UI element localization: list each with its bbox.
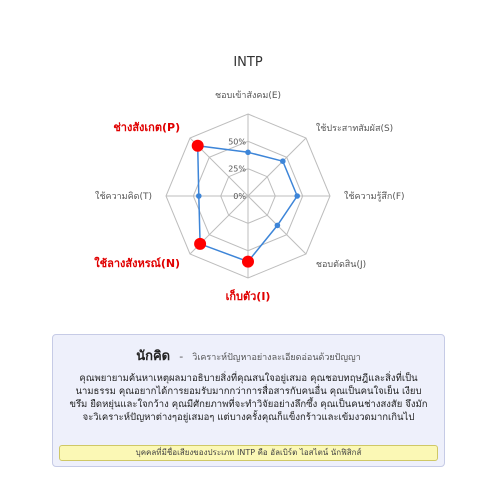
radar-point-highlight xyxy=(242,256,254,268)
radar-tick-labels xyxy=(228,137,246,201)
tick-label: 25% xyxy=(228,164,246,174)
chart-title: INTP xyxy=(233,55,263,70)
radar-point-highlight xyxy=(194,238,206,250)
axis-label: ช่างสังเกต(P) xyxy=(113,121,181,135)
radar-grid xyxy=(166,114,330,278)
heading-separator: - xyxy=(179,350,184,363)
radar-point-highlight xyxy=(192,140,204,152)
tick-label: 50% xyxy=(228,137,246,147)
radar-point xyxy=(275,223,281,229)
axis-label: ชอบตัดสิน(J) xyxy=(315,259,367,270)
axis-label: ใช้ประสาทสัมผัส(S) xyxy=(315,124,394,135)
personality-info-panel xyxy=(52,334,445,467)
personality-description: คุณพยายามค้นหาเหตุผลมาอธิบายสิ่งที่คุณสนใจอยู่เสมอ คุณชอบทฤษฎีและสิ่งที่เป็นนามธรรม คุณอยากได้การยอมรับมากกว่าการสื่อสารกับคนอื่น คุณเป็นคนใจเย็น เงียบขรึม ยืดหยุ่นและใจกว้าง คุณมีศักยภาพที่จะทำวิจัยอย่างลึกซึ้ง คุณเป็นคนช่างสงสัย จึงมักจะวิเคราะห์ปัญหาต่างๆอยู่เสมอๆ แต่บางครั้งคุณก็แข็งกร้าวและเข้มงวดมากเกินไป xyxy=(69,373,428,423)
axis-label: ใช้ลางสังหรณ์(N) xyxy=(94,256,181,270)
radar-point xyxy=(294,193,300,199)
axis-label: ใช้ความรู้สึก(F) xyxy=(344,192,405,202)
radar-point xyxy=(196,193,202,199)
famous-person-note: บุคคลที่มีชื่อเสียงของประเภท INTP คือ อัลเบิร์ต ไอสไตน์ นักฟิสิกส์ xyxy=(59,445,438,461)
tick-label: 0% xyxy=(233,192,246,201)
axis-label: เก็บตัว(I) xyxy=(225,290,271,303)
personality-name: นักคิด xyxy=(136,349,171,364)
grid-spoke xyxy=(248,138,306,196)
personality-tagline: วิเคราะห์ปัญหาอย่างละเอียดอ่อนด้วยปัญญา xyxy=(192,353,361,363)
radar-series xyxy=(192,140,300,268)
radar-point xyxy=(280,158,286,164)
radar-point xyxy=(245,150,251,156)
info-heading xyxy=(53,345,444,366)
axis-label: ชอบเข้าสังคม(E) xyxy=(214,91,282,101)
axis-label: ใช้ความคิด(T) xyxy=(95,192,152,202)
